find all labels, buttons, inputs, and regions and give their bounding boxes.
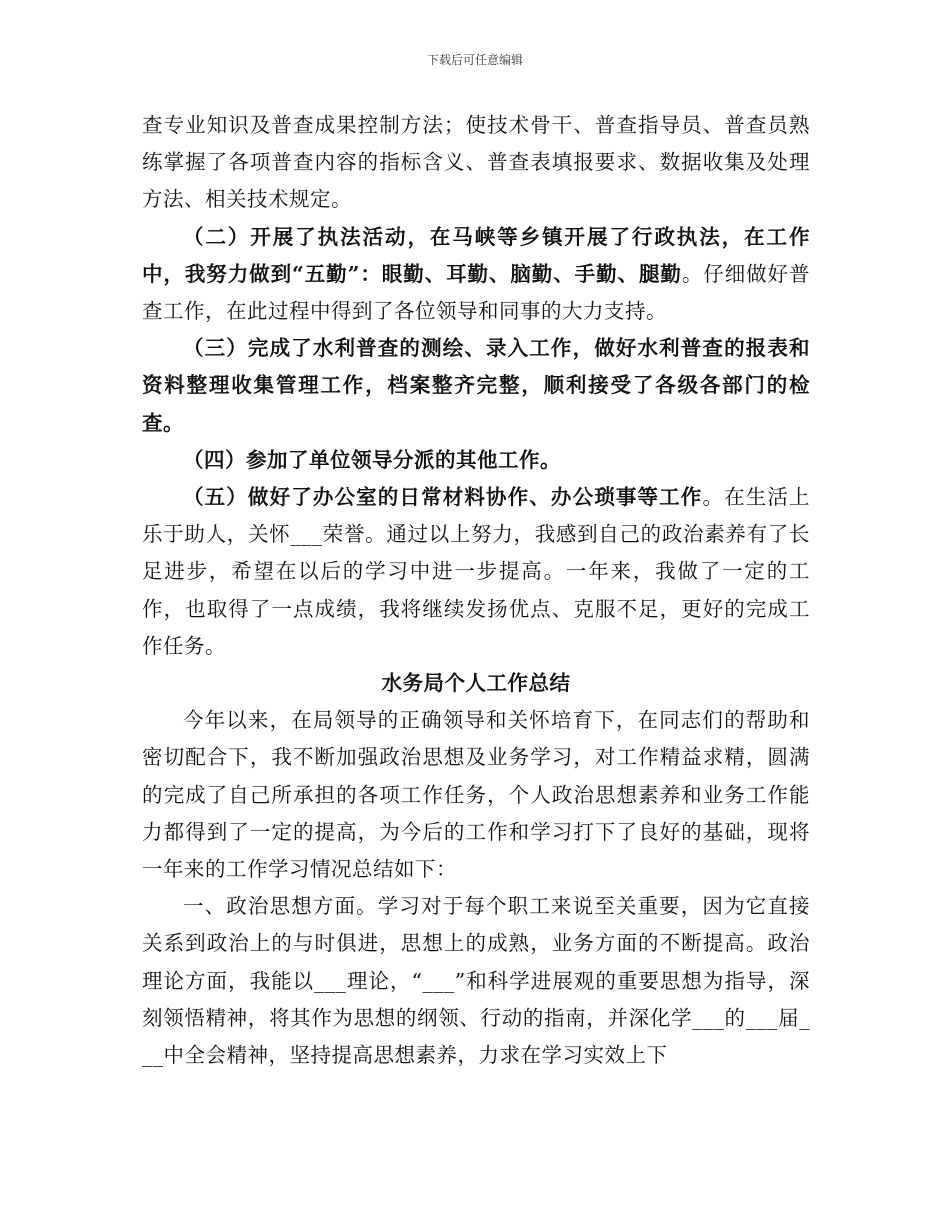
paragraph-section-3: （三）完成了水利普查的测绘、录入工作，做好水利普查的报表和资料整理收集管理工作，档案整齐完整，顺利接受了各级各部门的检查。 xyxy=(142,336,810,435)
section-2-text: 。仔细做好普查工作，在此过程中得到了各位领导和同事的大力支持。 xyxy=(142,261,810,324)
paragraph-politics: 一、政治思想方面。学习对于每个职工来说至关重要，因为它直接关系到政治上的与时俱进，思想上的成熟，业务方面的不断提高。政治理论方面，我能以___理论，“___”和科学进展观的重要思想为指导，深刻领悟精神，将其作为思想的纲领、行动的指南，并深化学___的___届___中全会精神，坚持提高思想素养，力求在学习实效上下 xyxy=(142,894,810,1068)
section-5-text: 。在生活上乐于助人，关怀___荣誉。通过以上努力，我感到自己的政治素养有了长足进步，希望在以后的学习中进一步提高。一年来，我做了一定的工作，也取得了一点成绩，我将继续发扬优点、克服不足，更好的完成工作任务。 xyxy=(142,485,811,658)
section-5-heading: （五）做好了办公室的日常材料协作、办公琐事等工作 xyxy=(183,485,703,510)
page-header: 下载后可任意编辑 xyxy=(426,53,523,67)
paragraph-continued: 查专业知识及普查成果控制方法；使技术骨干、普查指导员、普查员熟练掌握了各项普查内容的指标含义、普查表填报要求、数据收集及处理方法、相关技术规定。 xyxy=(142,113,810,212)
paragraph-intro: 今年以来，在局领导的正确领导和关怀培育下，在同志们的帮助和密切配合下，我不断加强政治思想及业务学习，对工作精益求精，圆满的完成了自己所承担的各项工作任务，个人政治思想素养和业务工作能力都得到了一定的提高，为今后的工作和学习打下了良好的基础，现将一年来的工作学习情况总结如下： xyxy=(142,708,810,882)
paragraph-section-4: （四）参加了单位领导分派的其他工作。 xyxy=(183,447,561,472)
paragraph-section-5 xyxy=(142,479,810,665)
section-2-heading: （二）开展了执法活动，在马峡等乡镇开展了行政执法，在工作中，我努力做到“五勤”：眼勤、耳勤、脑勤、手勤、腿勤 xyxy=(142,224,810,286)
document-title: 水务局个人工作总结 xyxy=(381,671,571,696)
document-body xyxy=(142,107,810,1074)
paragraph-section-2 xyxy=(142,219,810,331)
